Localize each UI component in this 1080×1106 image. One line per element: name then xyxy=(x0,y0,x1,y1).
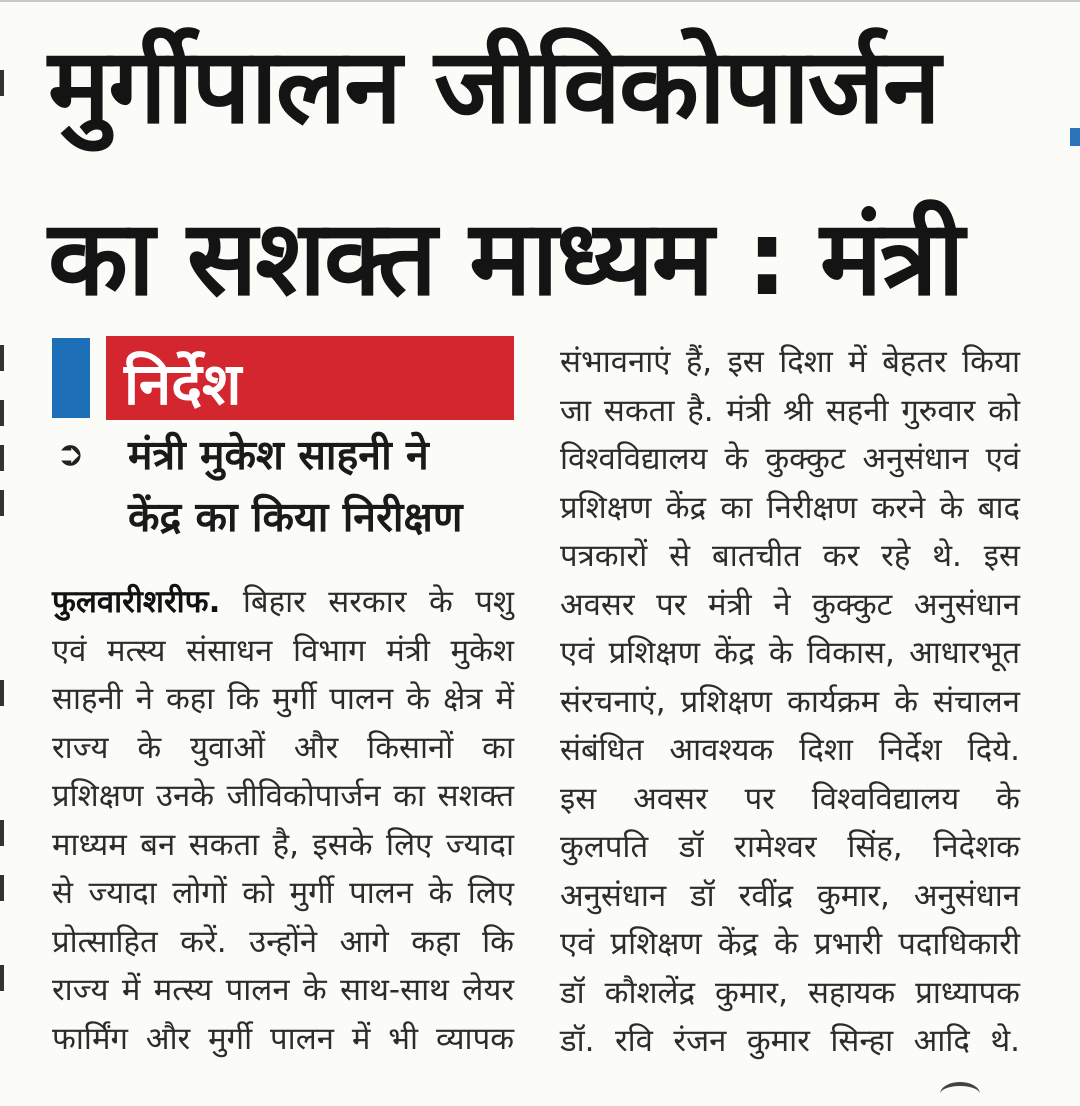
edge-mark xyxy=(0,680,4,706)
article-line: विश्वविद्यालय के कुक्कुट अनुसंधान एवं xyxy=(560,441,1020,477)
edge-mark xyxy=(0,875,4,901)
section-banner xyxy=(52,336,514,420)
headline-line-1: मुर्गीपालन जीविकोपार्जन xyxy=(48,25,939,147)
article-line: से ज्यादा लोगों को मुर्गी पालन के लिए xyxy=(52,875,514,911)
article-line: साहनी ने कहा कि मुर्गी पालन के क्षेत्र में xyxy=(52,681,514,717)
edge-mark xyxy=(0,820,4,846)
article-left-column xyxy=(52,578,514,1063)
arrow-right-icon: ➲ xyxy=(56,434,85,474)
article-line: पत्रकारों से बातचीत कर रहे थे. इस xyxy=(560,538,1020,574)
top-rule xyxy=(0,0,1080,2)
article-line xyxy=(52,578,514,627)
edge-mark xyxy=(0,400,4,426)
article-line: संभावनाएं हैं, इस दिशा में बेहतर किया xyxy=(560,344,1020,380)
article-line: राज्य में मत्स्य पालन के साथ-साथ लेयर xyxy=(52,972,514,1008)
edge-mark xyxy=(0,490,4,516)
article-line: डॉ. रवि रंजन कुमार सिन्हा आदि थे. xyxy=(560,1023,1020,1059)
article-right-column xyxy=(560,338,1020,1066)
article-line: कुलपति डॉ रामेश्वर सिंह, निदेशक xyxy=(560,829,1020,865)
article-line: संरचनाएं, प्रशिक्षण कार्यक्रम के संचालन xyxy=(560,683,1020,720)
article-line: अवसर पर मंत्री ने कुक्कुट अनुसंधान xyxy=(560,586,1020,623)
edge-mark-right xyxy=(1070,128,1080,146)
page-curl-mark xyxy=(940,1082,980,1106)
article-line: डॉ कौशलेंद्र कुमार, सहायक प्राध्यापक xyxy=(560,974,1020,1011)
article-line: प्रशिक्षण उनके जीविकोपार्जन का सशक्त xyxy=(52,778,514,814)
article-line: एवं मत्स्य संसाधन विभाग मंत्री मुकेश xyxy=(52,632,514,669)
article-line: एवं प्रशिक्षण केंद्र के विकास, आधारभूत xyxy=(560,635,1020,671)
headline-line-2: का सशक्त माध्यम : मंत्री xyxy=(48,197,963,319)
article-line: माध्यम बन सकता है, इसके लिए ज्यादा xyxy=(52,826,514,863)
section-label: निर्देश xyxy=(124,350,242,418)
article-line: अनुसंधान डॉ रवींद्र कुमार, अनुसंधान xyxy=(560,877,1020,914)
edge-mark xyxy=(0,70,4,96)
edge-mark xyxy=(0,965,4,991)
article-line: जा सकता है. मंत्री श्री सहनी गुरुवार को xyxy=(560,392,1020,429)
article-line: प्रोत्साहित करें. उन्होंने आगे कहा कि xyxy=(52,923,514,960)
subheadline-text xyxy=(128,424,463,548)
edge-mark xyxy=(0,345,4,371)
section-blue-bar xyxy=(52,338,90,418)
dateline: फुलवारीशरीफ. xyxy=(52,584,221,620)
article-line: प्रशिक्षण केंद्र का निरीक्षण करने के बाद xyxy=(560,489,1020,526)
subheadline-line-2: केंद्र का किया निरीक्षण xyxy=(128,493,463,541)
subheadline-line-1: मंत्री मुकेश साहनी ने xyxy=(128,431,429,479)
edge-mark xyxy=(0,445,4,471)
article-line: राज्य के युवाओं और किसानों का xyxy=(52,729,514,766)
article-line: फार्मिंग और मुर्गी पालन में भी व्यापक xyxy=(52,1020,514,1057)
article-line-text: बिहार सरकार के पशु xyxy=(220,584,514,620)
article-line: संबंधित आवश्यक दिशा निर्देश दिये. xyxy=(560,732,1020,768)
article-line: एवं प्रशिक्षण केंद्र के प्रभारी पदाधिकारी xyxy=(560,926,1020,962)
article-line: इस अवसर पर विश्वविद्यालय के xyxy=(560,780,1020,817)
